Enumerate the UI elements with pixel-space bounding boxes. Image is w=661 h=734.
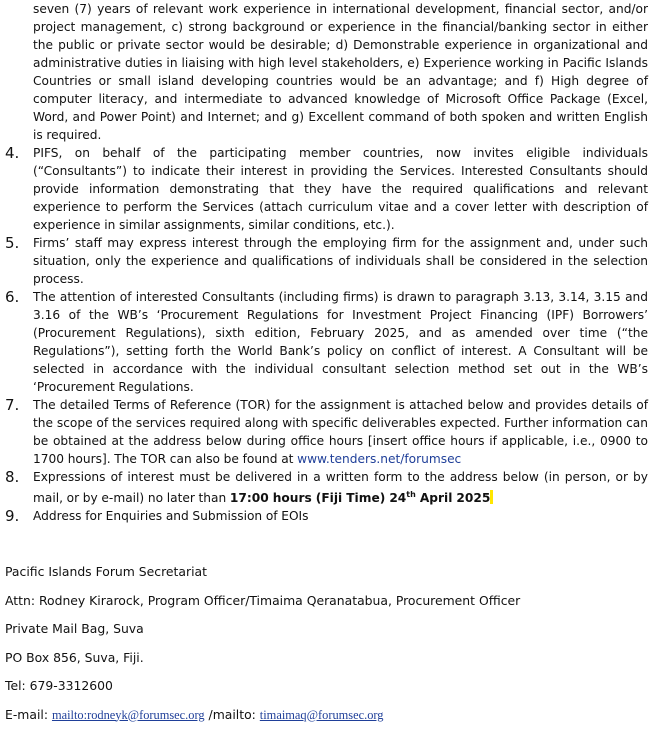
- item-text: Address for Enquiries and Submission of EOIs: [33, 507, 648, 525]
- address-tel: Tel: 679-3312600: [5, 677, 655, 706]
- list-item-continuation: [0, 0, 661, 144]
- highlight-mark: [490, 490, 493, 504]
- list-item-9: [0, 507, 661, 525]
- address-bag: Private Mail Bag, Suva: [5, 620, 655, 649]
- continuation-paragraph: seven (7) years of relevant work experience in international development, financial sector, and/or project management, c) strong background or experience in the financial/banking sector in either the public or private sector would be desirable; d) Demonstrable experience in organizational and administrative duties in liaising with high level stakeholders, e) Experience working in Pacific Islands Countries or small island developing countries would be an advantage; and f) High degree of computer literacy, and intermediate to advanced knowledge of Microsoft Office Package (Excel, Word, and Power Point) and Internet; and g) Excellent command of both spoken and written English is required.: [33, 0, 648, 144]
- email-separator: /mailto:: [205, 707, 260, 722]
- address-org: Pacific Islands Forum Secretariat: [5, 563, 655, 592]
- item-text-body: The detailed Terms of Reference (TOR) for the assignment is attached below and provides details of the scope of the services required along with specific deliverables expected. Further information can be obtained at the address below during office hours [insert office hours if applicable, i.e., 0900 to 1700 hours]. The TOR can also be found at: [33, 398, 648, 466]
- address-attn: Attn: Rodney Kirarock, Program Officer/Timaima Qeranatabua, Procurement Officer: [5, 592, 655, 621]
- list-item-4: [0, 144, 661, 234]
- item-text: PIFS, on behalf of the participating member countries, now invites eligible individuals (“Consultants”) to indicate their interest in providing the Services. Interested Consultants should provide information demonstrating that they have the required qualifications and relevant experience to perform the Services (attach curriculum vitae and a cover letter with description of experience in similar assignments, similar conditions, etc.).: [33, 144, 648, 234]
- list-item-6: [0, 288, 661, 396]
- list-item-5: [0, 234, 661, 288]
- item-text: Firms’ staff may express interest through the employing firm for the assignment and, under such situation, only the experience and qualifications of individuals shall be considered in the selection process.: [33, 234, 648, 288]
- item-text-body: Expressions of interest must be delivered in a written form to the address below (in person, or by mail, or by e-mail) no later than: [33, 470, 648, 505]
- item-number: 4.: [5, 145, 19, 161]
- item-number: 6.: [5, 289, 19, 305]
- item-number: 5.: [5, 235, 19, 251]
- list-item-7: [0, 396, 661, 468]
- tenders-link[interactable]: www.tenders.net/forumsec: [297, 452, 461, 466]
- item-number: 7.: [5, 397, 19, 413]
- deadline-date: April 2025: [416, 491, 491, 505]
- email-label: E-mail:: [5, 707, 52, 722]
- item-number: 8.: [5, 469, 19, 485]
- deadline-ordinal: th: [406, 490, 416, 499]
- address-block: [5, 563, 655, 734]
- email-link-rodney[interactable]: mailto:rodneyk@forumsec.org: [52, 708, 205, 722]
- email-link-timaima[interactable]: timaimaq@forumsec.org: [260, 708, 384, 722]
- item-text: [33, 396, 648, 468]
- item-text: The attention of interested Consultants (including firms) is drawn to paragraph 3.13, 3.14, 3.15 and 3.16 of the WB’s ‘Procurement Regulations for Investment Project Financing (IPF) Borrowers’ (Procurement Regulations), sixth edition, February 2025, and as amended over time (“the Regulations”), setting forth the World Bank’s policy on conflict of interest. A Consultant will be selected in accordance with the individual consultant selection method set out in the WB’s ‘Procurement Regulations.: [33, 288, 648, 396]
- item-text: [33, 468, 648, 507]
- address-po: PO Box 856, Suva, Fiji.: [5, 649, 655, 678]
- deadline-time: 17:00 hours (Fiji Time) 24: [230, 491, 406, 505]
- item-number: 9.: [5, 508, 19, 524]
- list-item-8: [0, 468, 661, 507]
